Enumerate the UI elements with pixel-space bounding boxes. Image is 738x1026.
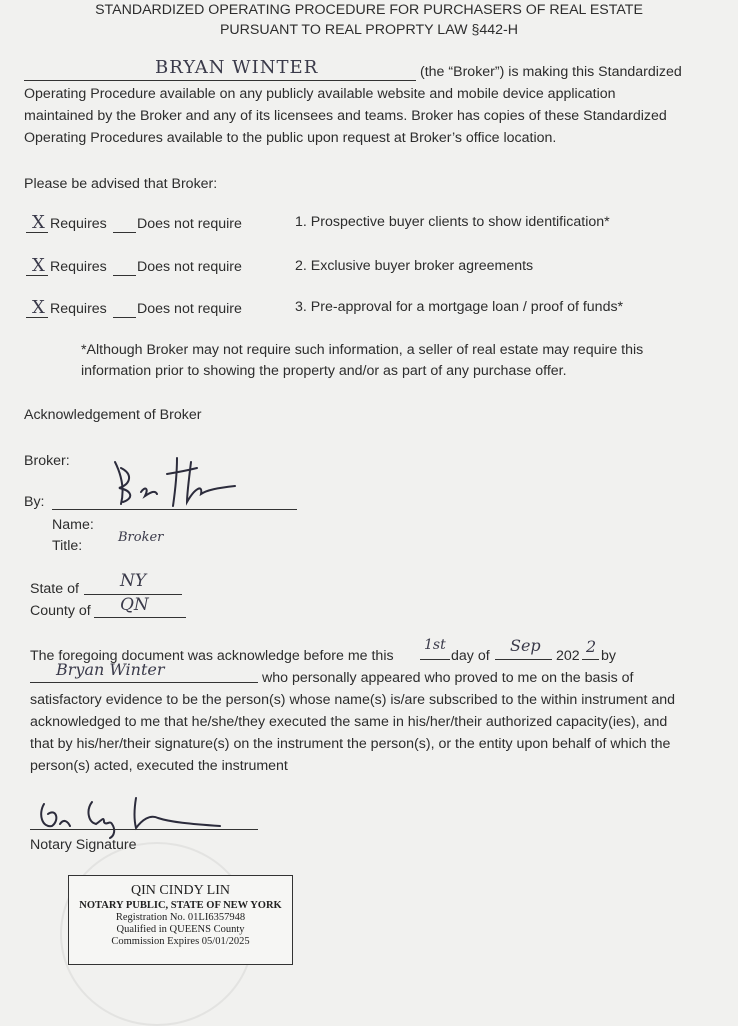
requires-label: Requires	[50, 259, 107, 275]
person-handwritten: Bryan Winter	[56, 660, 165, 679]
state-label: State of	[30, 581, 79, 597]
ack-heading: Acknowledgement of Broker	[24, 407, 202, 423]
notary-text-p3: satisfactory evidence to be the person(s) whose name(s) is/are subscribed to the within instrument and	[30, 692, 676, 708]
notary-signature-line	[30, 829, 258, 830]
not-required-blank	[113, 275, 136, 276]
stamp-name: QIN CINDY LIN	[130, 883, 231, 898]
notary-text-p1c: 202	[556, 648, 580, 664]
stamp-title: NOTARY PUBLIC, STATE OF NEW YORK	[79, 900, 282, 911]
by-label: By:	[24, 494, 45, 510]
does-not-require-label: Does not require	[137, 259, 242, 275]
county-line	[94, 617, 186, 618]
notary-text-p6: person(s) acted, executed the instrument	[30, 758, 288, 774]
document-title-line1: STANDARDIZED OPERATING PROCEDURE FOR PURCHASERS OF REAL ESTATE	[95, 2, 643, 18]
not-required-blank	[113, 232, 136, 233]
intro-line1: (the “Broker”) is making this Standardized	[420, 64, 682, 80]
person-line	[30, 682, 258, 683]
year-line	[582, 659, 599, 660]
title-label: Title:	[52, 538, 83, 554]
county-value-handwritten: QN	[120, 595, 149, 615]
intro-line2: Operating Procedure available on any publicly available website and mobile device application	[24, 86, 616, 102]
footnote-line1: *Although Broker may not require such information, a seller of real estate may require this	[81, 342, 644, 358]
footnote-line2: information prior to showing the property and/or as part of any purchase offer.	[81, 363, 567, 379]
broker-name-handwritten: BRYAN WINTER	[155, 57, 319, 78]
broker-signature	[95, 448, 245, 518]
state-value-handwritten: NY	[120, 571, 147, 591]
notary-text-p2: who personally appeared who proved to me on the basis of	[262, 670, 634, 686]
x-mark: X	[32, 212, 45, 233]
month-line	[495, 659, 552, 660]
notary-text-p1a: The foregoing document was acknowledge before me this	[30, 648, 394, 664]
day-line	[420, 659, 450, 660]
notary-text-p1d: by	[601, 648, 616, 664]
stamp-expiration: Commission Expires 05/01/2025	[111, 936, 250, 947]
notary-stamp	[68, 875, 293, 965]
notary-text-p5: that by his/her/their signature(s) on the instrument the person(s), or the entity upon behalf of which the	[30, 736, 671, 752]
year-digit-handwritten: 2	[586, 637, 597, 656]
requires-label: Requires	[50, 301, 107, 317]
requirement-item: 1. Prospective buyer clients to show identification*	[295, 214, 610, 230]
intro-line3: maintained by the Broker and any of its licensees and teams. Broker has copies of these Standardized	[24, 108, 667, 124]
county-label: County of	[30, 603, 91, 619]
stamp-county: Qualified in QUEENS County	[116, 924, 245, 935]
day-handwritten: 1st	[424, 637, 446, 653]
not-required-blank	[113, 317, 136, 318]
notary-signature	[30, 790, 265, 840]
advised-text: Please be advised that Broker:	[24, 176, 218, 192]
x-mark: X	[32, 255, 45, 276]
requires-label: Requires	[50, 216, 107, 232]
document-title-line2: PURSUANT TO REAL PROPRTY LAW §442-H	[219, 22, 519, 38]
name-label: Name:	[52, 517, 94, 533]
title-value-handwritten: Broker	[118, 530, 164, 545]
notary-text-p1b: day of	[451, 648, 490, 664]
stamp-registration: Registration No. 01LI6357948	[115, 912, 246, 923]
does-not-require-label: Does not require	[137, 216, 242, 232]
requirement-item: 3. Pre-approval for a mortgage loan / proof of funds*	[295, 299, 624, 315]
month-handwritten: Sep	[510, 636, 541, 655]
requirement-item: 2. Exclusive buyer broker agreements	[295, 258, 534, 274]
broker-name-line	[24, 80, 416, 81]
x-mark: X	[32, 297, 45, 318]
does-not-require-label: Does not require	[137, 301, 242, 317]
notary-signature-label: Notary Signature	[30, 837, 137, 853]
notary-text-p4: acknowledged to me that he/she/they executed the same in his/her/their authorized capacity(ies), and	[30, 714, 668, 730]
intro-line4: Operating Procedures available to the public upon request at Broker’s office location.	[24, 130, 557, 146]
broker-label: Broker:	[24, 453, 70, 469]
